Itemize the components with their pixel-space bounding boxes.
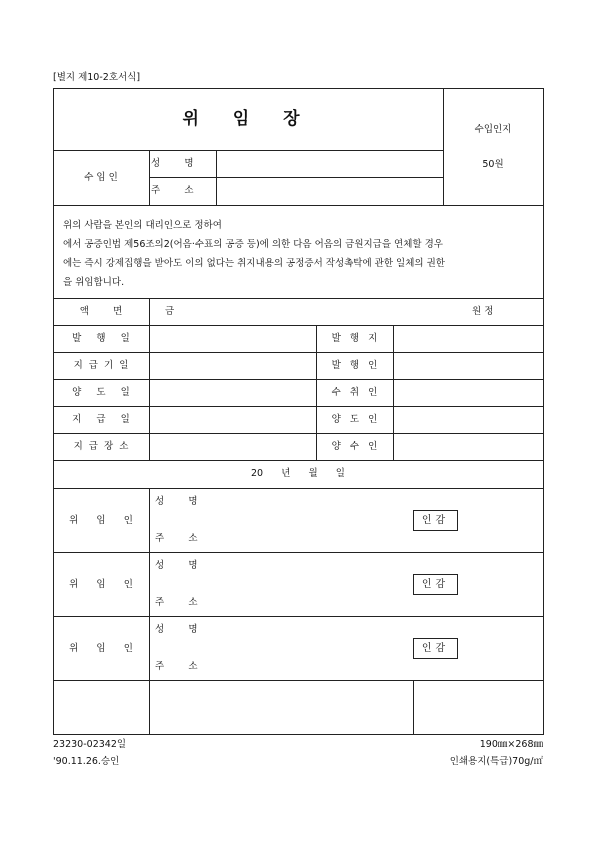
recipient-address-label: 주 소 [151,185,194,196]
maturity-date-label: 지 급 기 일 [73,360,129,371]
transferee-label: 양 수 인 [331,441,378,452]
body-line-1: 위의 사람을 본인의 대리인으로 정하여 [63,220,222,231]
delegator-name-field[interactable] [215,492,405,512]
seal-box: 인감 [413,510,458,531]
transferee-field[interactable] [394,434,542,459]
delegator-name-label: 성 명 [155,624,198,635]
issue-place-label: 발 행 지 [331,333,378,344]
issue-date-field[interactable] [150,326,315,351]
body-line-3: 에는 즉시 강제집행을 받아도 이의 없다는 취지내용의 공정증서 작성촉탁에 관한 일체의 권한 [63,258,445,269]
delegator-label: 위 임 인 [69,579,133,590]
doc-number: 23230-02342일 [53,739,127,750]
issue-date-label: 발 행 일 [72,333,130,344]
body-line-4: 을 위임합니다. [63,277,125,288]
issuer-label: 발 행 인 [331,360,378,371]
paper-type: 인쇄용지(특급)70g/㎡ [449,756,543,767]
revenue-stamp-label: 수입인지 [474,124,512,135]
maturity-date-field[interactable] [150,353,315,378]
approval-date: '90.11.26.승인 [53,756,120,767]
payment-date-label: 지 급 일 [72,414,130,425]
delegator-address-label: 주 소 [155,533,198,544]
date-line: 20 년 월 일 [251,468,345,479]
delegator-name-label: 성 명 [155,496,198,507]
recipient-label: 수 임 인 [84,172,118,183]
amount-label: 액 면 [79,306,123,317]
page-title: 위 임 장 [182,109,314,129]
payee-field[interactable] [394,380,542,405]
payment-place-field[interactable] [150,434,315,459]
recipient-name-field[interactable] [217,151,442,176]
delegator-name-field[interactable] [215,556,405,576]
form-code: [별지 제10-2호서식] [53,72,141,83]
paper-size: 190㎜×268㎜ [479,739,543,750]
payment-date-field[interactable] [150,407,315,432]
issuer-field[interactable] [394,353,542,378]
amount-suffix: 원 정 [472,306,494,317]
delegator-address-label: 주 소 [155,597,198,608]
revenue-stamp-amount: 50원 [482,159,504,170]
delegator-label: 위 임 인 [69,643,133,654]
delegator-name-label: 성 명 [155,560,198,571]
delegator-name-field[interactable] [215,620,405,640]
transferor-field[interactable] [394,407,542,432]
recipient-name-label: 성 명 [151,158,194,169]
payee-label: 수 취 인 [331,387,378,398]
body-line-2: 에서 공증인법 제56조의2(어음·수표의 공증 등)에 의한 다음 어음의 금원지급을 연체할 경우 [63,239,443,250]
delegator-label: 위 임 인 [69,515,133,526]
delegator-address-field[interactable] [215,657,405,677]
transferor-label: 양 도 인 [331,414,378,425]
amount-field[interactable] [180,299,460,324]
seal-box: 인감 [413,574,458,595]
recipient-address-field[interactable] [217,178,442,204]
transfer-date-label: 양 도 일 [72,387,130,398]
amount-prefix: 금 [165,306,175,317]
transfer-date-field[interactable] [150,380,315,405]
issue-place-field[interactable] [394,326,542,351]
delegator-address-field[interactable] [215,593,405,613]
seal-box: 인감 [413,638,458,659]
delegator-address-label: 주 소 [155,661,198,672]
delegator-address-field[interactable] [215,529,405,549]
payment-place-label: 지 급 장 소 [73,441,129,452]
